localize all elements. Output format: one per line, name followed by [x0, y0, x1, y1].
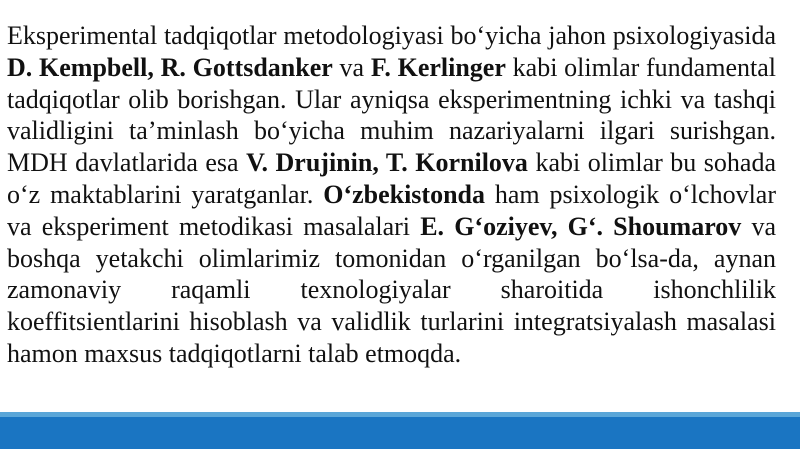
- bold-country: O‘zbekistonda: [323, 179, 485, 209]
- footer-bar: [0, 417, 800, 449]
- text-run: va boshqa yetakchi olimlarimiz tomonidan o‘rganilgan bo‘lsa-da, aynan zamonaviy raqamli texnologiyalar sharoitida ishonchlilik koeffitsientlarini hisoblash va validlik turlarini integratsiyalash masalasi hamon maxsus tadqiqotlarni talab etmoqda.: [7, 211, 777, 368]
- bold-names-uzbek: E. G‘oziyev, G‘. Shoumarov: [420, 211, 742, 241]
- text-run: kabi olimlar bu sohada o‘z maktablarini yaratganlar.: [7, 148, 776, 209]
- text-run: kabi olimlar fundamental tadqiqotlar olib borishgan. Ular ayniqsa eksperimentning ichki va tashqi validligini ta’minlash bo‘yicha muhim nazariyalarni ilgari surishgan. MDH davlatlarida esa: [7, 52, 776, 178]
- bold-names-western-1: D. Kempbell, R. Gottsdanker: [7, 52, 333, 82]
- bold-names-western-2: F. Kerlinger: [370, 52, 506, 82]
- body-paragraph: [7, 20, 776, 370]
- text-run: va: [332, 52, 371, 82]
- text-run: ham psixologik o‘lchovlar va eksperiment metodikasi masalalari: [7, 179, 776, 241]
- bold-names-cis: V. Drujinin, T. Kornilova: [246, 148, 528, 178]
- text-run: Eksperimental tadqiqotlar metodologiyasi bo‘yicha jahon psixologiyasida: [7, 21, 776, 50]
